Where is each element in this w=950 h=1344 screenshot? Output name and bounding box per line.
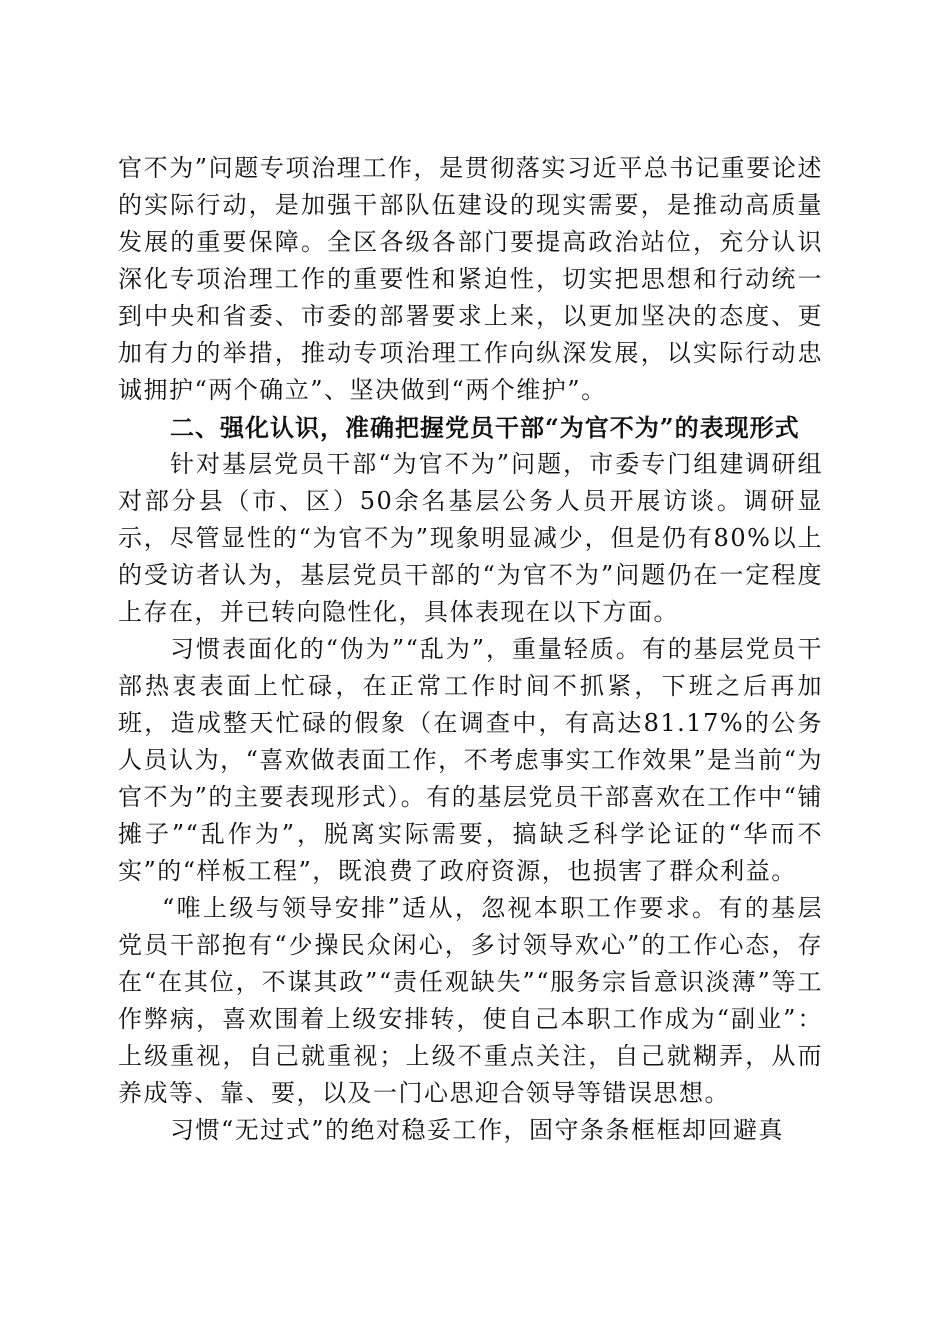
paragraph-cautious: 习惯“无过式”的绝对稳妥工作，固守条条框框却回避真 bbox=[170, 1116, 785, 1144]
paragraph-survey: 针对基层党员干部“为官不为”问题，市委专门组建调研组对部分县（市、区）50余名基层公务人员开展访谈。调研显示，尽管显性的“为官不为”现象明显减少，但是仍有80%以上的受访者认为，基层党员干部的“为官不为”问题仍在一定程度上存在，并已转向隐性化，具体表现在以下方面。 bbox=[118, 450, 823, 626]
paragraph-superior: “唯上级与领导安排”适从，忽视本职工作要求。有的基层党员干部抱有“少操民众闲心，多讨领导欢心”的工作心态，存在“在其位，不谋其政”“责任观缺失”“服务宗旨意识淡薄”等工作弊病，喜欢围着上级安排转，使自己本职工作成为“副业”：上级重视，自己就重视；上级不重点关注，自己就糊弄，从而养成等、靠、要，以及一门心思迎合领导等错误思想。 bbox=[118, 894, 823, 1107]
paragraph-superficial: 习惯表面化的“伪为”“乱为”，重量轻质。有的基层党员干部热衷表面上忙碌，在正常工作时间不抓紧，下班之后再加班，造成整天忙碌的假象（在调查中，有高达81.17%的公务人员认为，“喜欢做表面工作，不考虑事实工作效果”是当前“为官不为”的主要表现形式）。有的基层党员干部喜欢在工作中“铺摊子”“乱作为”，脱离实际需要，搞缺乏科学论证的“华而不实”的“样板工程”，既浪费了政府资源，也损害了群众利益。 bbox=[118, 635, 823, 885]
document-body bbox=[118, 150, 823, 1149]
paragraph-continued: 官不为”问题专项治理工作，是贯彻落实习近平总书记重要论述的实际行动，是加强干部队伍建设的现实需要，是推动高质量发展的重要保障。全区各级各部门要提高政治站位，充分认识深化专项治理工作的重要性和紧迫性，切实把思想和行动统一到中央和省委、市委的部署要求上来，以更加坚决的态度、更加有力的举措，推动专项治理工作向纵深发展，以实际行动忠诚拥护“两个确立”、坚决做到“两个维护”。 bbox=[118, 154, 823, 404]
section-heading: 二、强化认识，准确把握党员干部“为官不为”的表现形式 bbox=[170, 413, 800, 442]
